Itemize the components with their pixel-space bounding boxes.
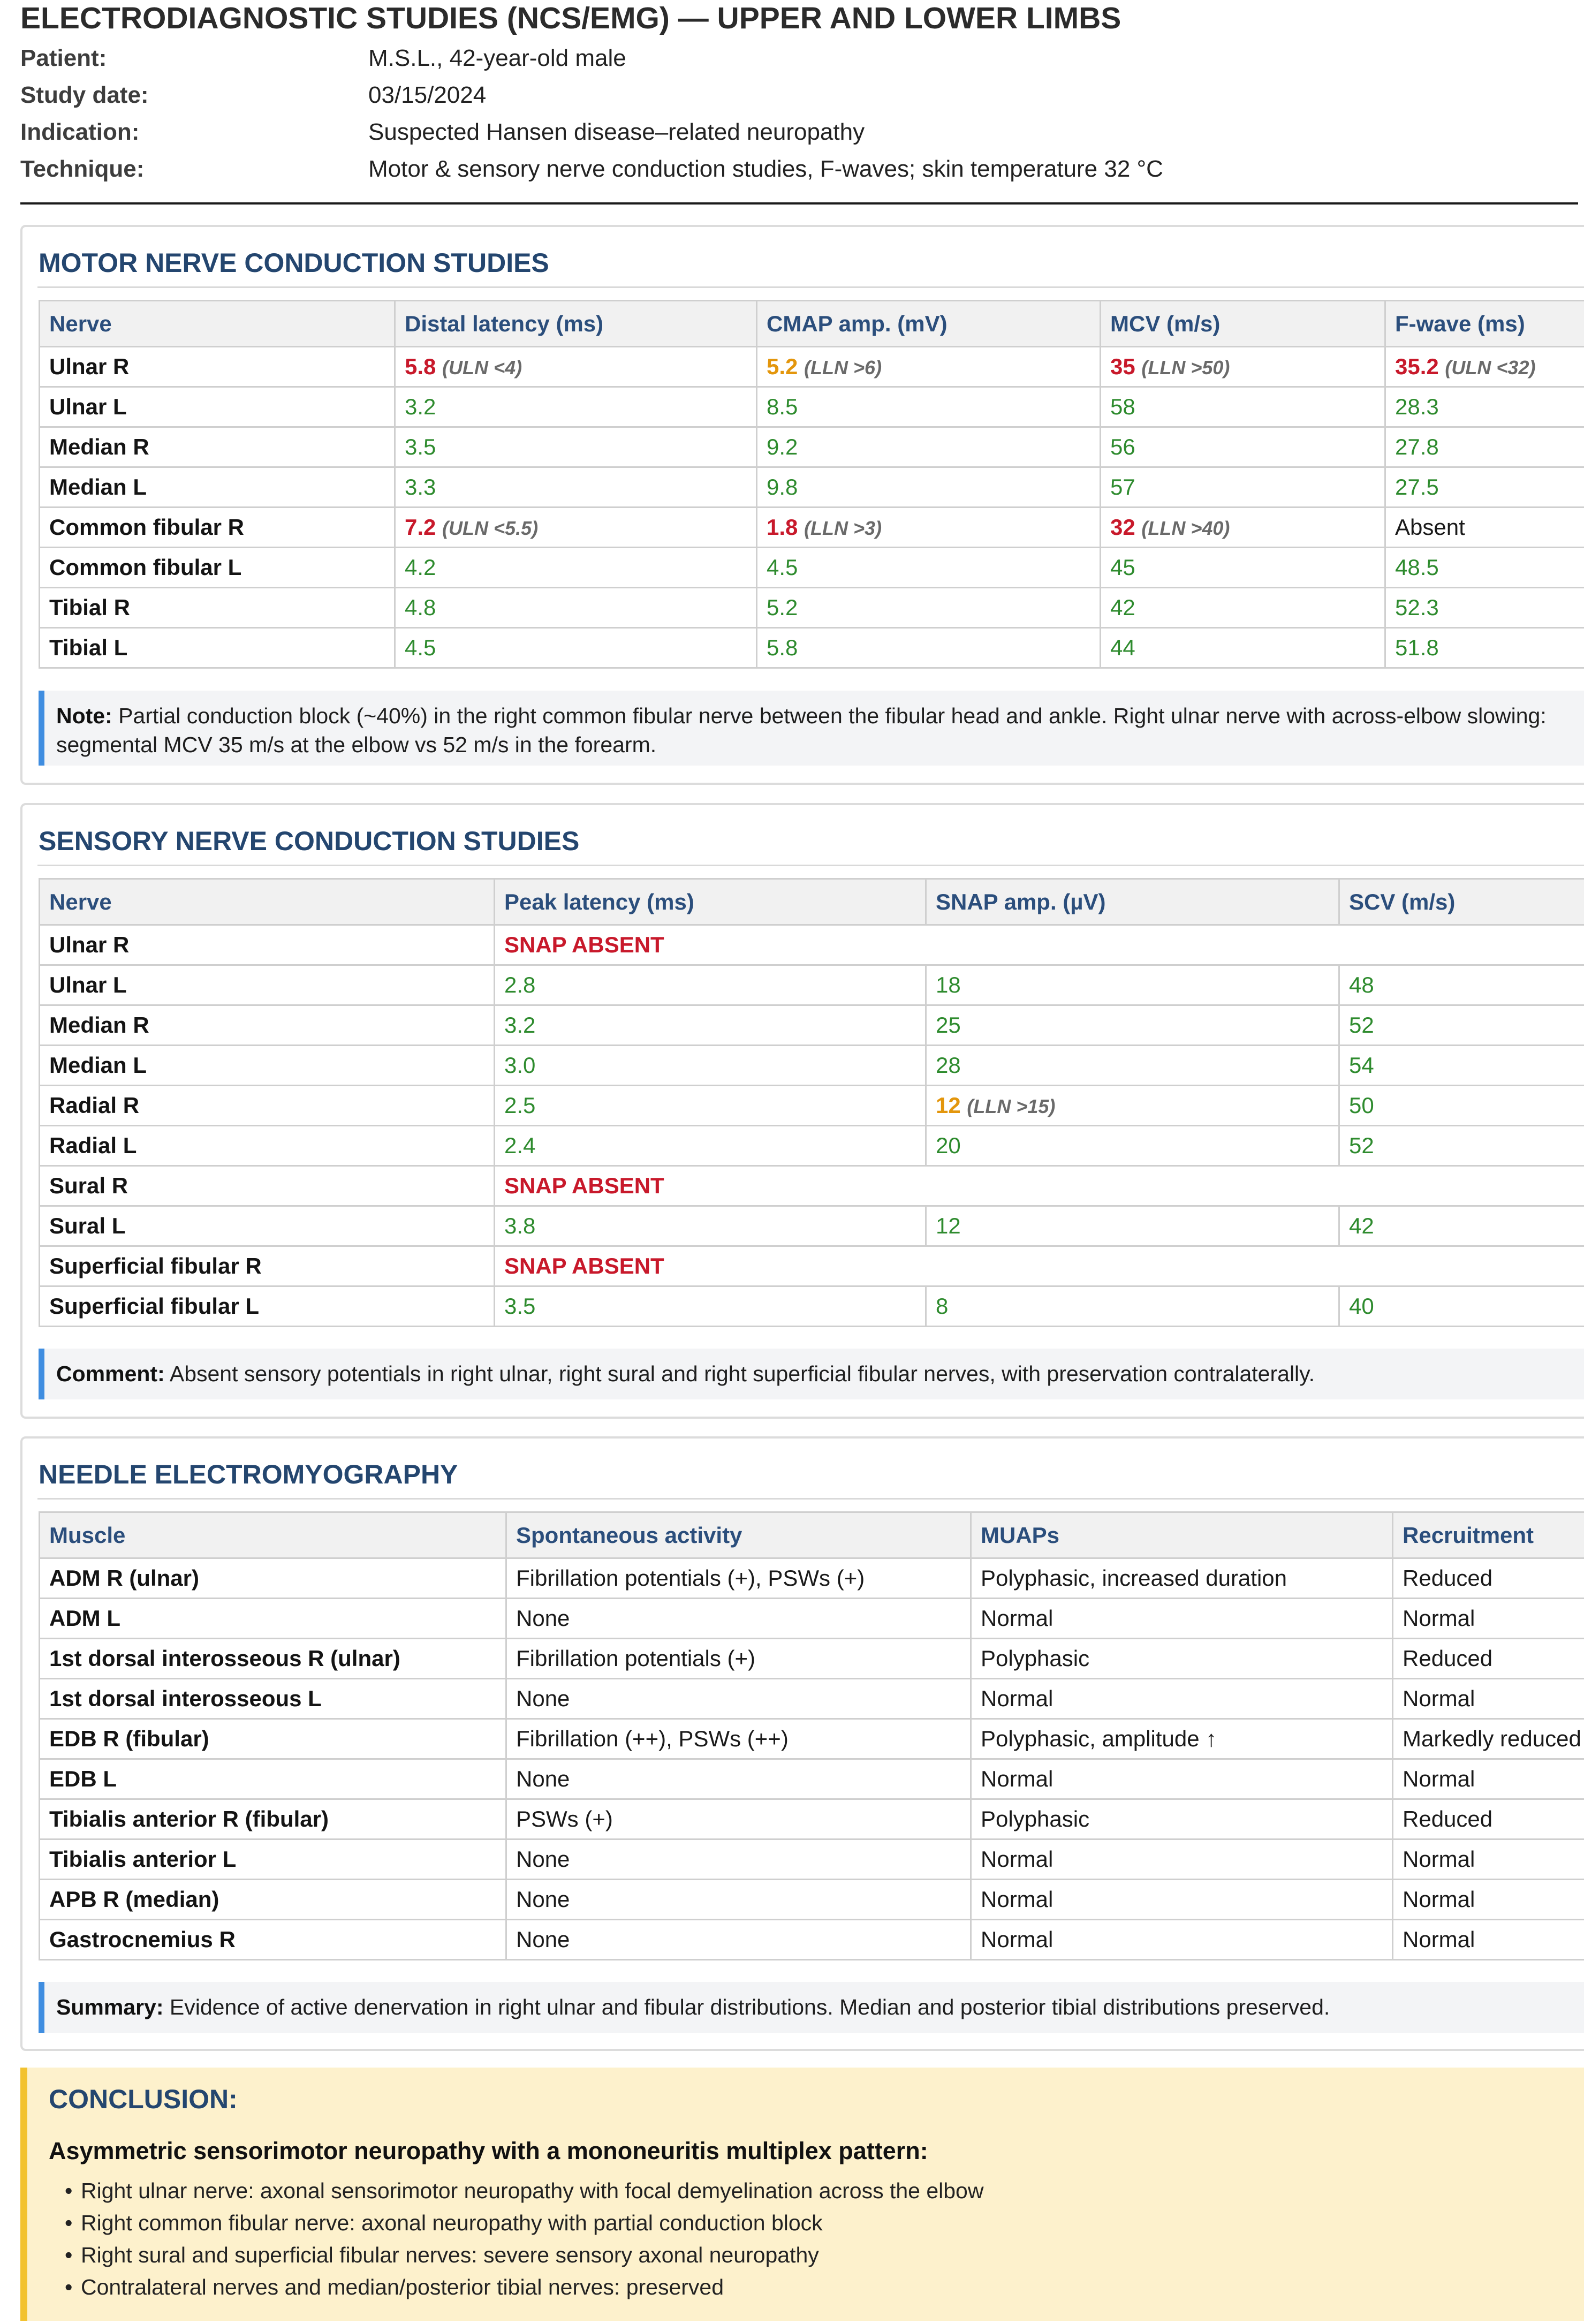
measured-value: 3.5 xyxy=(504,1293,536,1319)
recruitment: Normal xyxy=(1393,1759,1584,1799)
value-cell xyxy=(495,1206,926,1246)
conclusion-item-text: Contralateral nerves and median/posterior tibial nerves: preserved xyxy=(81,2275,724,2299)
value-cell xyxy=(495,1126,926,1166)
nerve-name: Ulnar R xyxy=(40,347,395,387)
conclusion-item-text: Right ulnar nerve: axonal sensorimotor neuropathy with focal demyelination across the elbow xyxy=(81,2178,984,2203)
measured-value: 5.2 xyxy=(767,595,798,620)
column-header: MUAPs xyxy=(971,1512,1393,1558)
measured-value: 3.8 xyxy=(504,1213,536,1238)
nerve-name: Median L xyxy=(40,1046,495,1086)
table-row xyxy=(40,1126,1584,1166)
motor-ncs-section xyxy=(20,225,1584,785)
nerve-name: Superficial fibular L xyxy=(40,1286,495,1327)
measured-value: 58 xyxy=(1110,394,1135,419)
value-cell xyxy=(395,508,757,548)
measured-value: 28 xyxy=(936,1053,961,1078)
spontaneous-activity: None xyxy=(506,1759,971,1799)
measured-value: 7.2 xyxy=(405,514,436,540)
nerve-name: Sural L xyxy=(40,1206,495,1246)
header-divider xyxy=(20,202,1578,205)
measured-value: 2.4 xyxy=(504,1133,536,1158)
value-cell xyxy=(1101,588,1385,628)
snap-absent-cell: SNAP ABSENT xyxy=(495,925,1584,965)
nerve-name: Common fibular R xyxy=(40,508,395,548)
measured-value: 51.8 xyxy=(1395,635,1439,660)
measured-value: 27.5 xyxy=(1395,474,1439,499)
measured-value: 2.8 xyxy=(504,972,536,997)
table-row xyxy=(40,1839,1584,1880)
measured-value: 50 xyxy=(1349,1093,1374,1118)
measured-value: 52.3 xyxy=(1395,595,1439,620)
muap-finding: Normal xyxy=(971,1920,1393,1960)
spontaneous-activity: None xyxy=(506,1839,971,1880)
value-cell xyxy=(1339,965,1584,1005)
nerve-name: Median R xyxy=(40,1005,495,1046)
conclusion-item-text: Right common fibular nerve: axonal neuropathy with partial conduction block xyxy=(81,2211,823,2235)
table-row xyxy=(40,1679,1584,1719)
value-cell xyxy=(1385,427,1584,467)
table-row xyxy=(40,347,1584,387)
spontaneous-activity: Fibrillation potentials (+), PSWs (+) xyxy=(506,1558,971,1599)
value-cell xyxy=(1385,387,1584,427)
measured-value: 4.8 xyxy=(405,595,436,620)
table-row xyxy=(40,1166,1584,1206)
note-label: Summary: xyxy=(56,1995,164,2019)
muscle-name: Tibialis anterior L xyxy=(40,1839,506,1880)
info-label: Indication: xyxy=(20,119,140,145)
bullet-icon: • xyxy=(65,2178,73,2203)
info-label: Study date: xyxy=(20,82,149,108)
value-cell xyxy=(757,427,1101,467)
measured-value: 28.3 xyxy=(1395,394,1439,419)
sensory-ncs-table xyxy=(39,878,1584,1327)
table-row xyxy=(40,548,1584,588)
value-cell xyxy=(495,1005,926,1046)
table-row xyxy=(40,427,1584,467)
recruitment: Reduced xyxy=(1393,1639,1584,1679)
conclusion-title: CONCLUSION: xyxy=(49,2084,238,2114)
bullet-icon: • xyxy=(65,2211,73,2235)
recruitment: Reduced xyxy=(1393,1558,1584,1599)
needle-emg-section xyxy=(20,1436,1584,2051)
measured-value: 35 xyxy=(1110,354,1135,379)
value-cell xyxy=(1339,1206,1584,1246)
value-cell xyxy=(1101,467,1385,508)
table-row xyxy=(40,1286,1584,1327)
value-cell xyxy=(926,1286,1339,1327)
nerve-name: Median L xyxy=(40,467,395,508)
spontaneous-activity: None xyxy=(506,1920,971,1960)
info-value: M.S.L., 42-year-old male xyxy=(368,45,626,71)
measured-value: 3.5 xyxy=(405,434,436,459)
nerve-name: Superficial fibular R xyxy=(40,1246,495,1286)
measured-value: 45 xyxy=(1110,555,1135,580)
table-row xyxy=(40,1206,1584,1246)
value-cell xyxy=(926,1086,1339,1126)
measured-value: 52 xyxy=(1349,1012,1374,1038)
measured-value: 2.5 xyxy=(504,1093,536,1118)
report-title: ELECTRODIAGNOSTIC STUDIES (NCS/EMG) — UPPER AND LOWER LIMBS xyxy=(20,1,1121,35)
value-cell xyxy=(1339,1005,1584,1046)
muscle-name: APB R (median) xyxy=(40,1880,506,1920)
table-row xyxy=(40,965,1584,1005)
value-cell xyxy=(1385,347,1584,387)
measured-value: 32 xyxy=(1110,514,1135,540)
muap-finding: Normal xyxy=(971,1839,1393,1880)
needle-emg-table xyxy=(39,1511,1584,1960)
motor-note xyxy=(39,691,1584,766)
value-cell xyxy=(926,1126,1339,1166)
value-cell xyxy=(1339,1126,1584,1166)
section-title: NEEDLE ELECTROMYOGRAPHY xyxy=(39,1459,458,1489)
info-value: Suspected Hansen disease–related neuropathy xyxy=(368,119,865,145)
table-header-row xyxy=(40,1512,1584,1558)
column-header: SNAP amp. (µV) xyxy=(926,879,1339,925)
table-row xyxy=(40,1759,1584,1799)
table-row xyxy=(40,508,1584,548)
measured-value: 4.5 xyxy=(767,555,798,580)
column-header: F-wave (ms) xyxy=(1385,301,1584,347)
reference-limit: (LLN >15) xyxy=(967,1095,1056,1117)
recruitment: Normal xyxy=(1393,1880,1584,1920)
conclusion-list xyxy=(65,2175,983,2303)
value-cell xyxy=(1385,588,1584,628)
value-cell xyxy=(757,508,1101,548)
conclusion-subtitle: Asymmetric sensorimotor neuropathy with a mononeuritis multiplex pattern: xyxy=(49,2137,928,2164)
value-cell xyxy=(1385,548,1584,588)
value-cell xyxy=(1339,1046,1584,1086)
reference-limit: (ULN <5.5) xyxy=(442,517,539,539)
value-cell xyxy=(1339,1086,1584,1126)
value-cell xyxy=(757,347,1101,387)
nerve-name: Radial L xyxy=(40,1126,495,1166)
bullet-icon: • xyxy=(65,2243,73,2267)
section-title: MOTOR NERVE CONDUCTION STUDIES xyxy=(39,248,549,278)
muap-finding: Polyphasic xyxy=(971,1799,1393,1839)
column-header: Spontaneous activity xyxy=(506,1512,971,1558)
reference-limit: (LLN >3) xyxy=(804,517,882,539)
value-cell xyxy=(395,427,757,467)
measured-value: 56 xyxy=(1110,434,1135,459)
muscle-name: 1st dorsal interosseous L xyxy=(40,1679,506,1719)
table-row xyxy=(40,1046,1584,1086)
measured-value: 42 xyxy=(1349,1213,1374,1238)
column-header: MCV (m/s) xyxy=(1101,301,1385,347)
value-cell xyxy=(495,1086,926,1126)
info-value: 03/15/2024 xyxy=(368,82,487,108)
value-cell xyxy=(757,588,1101,628)
muscle-name: Tibialis anterior R (fibular) xyxy=(40,1799,506,1839)
measured-value: 5.8 xyxy=(767,635,798,660)
info-label: Patient: xyxy=(20,45,107,71)
muap-finding: Polyphasic, amplitude ↑ xyxy=(971,1719,1393,1759)
measured-value: 40 xyxy=(1349,1293,1374,1319)
measured-value: 9.8 xyxy=(767,474,798,499)
column-header: Peak latency (ms) xyxy=(495,879,926,925)
section-divider xyxy=(37,286,1584,288)
note-label: Note: xyxy=(56,703,112,728)
value-cell xyxy=(1385,467,1584,508)
nerve-name: Ulnar L xyxy=(40,387,395,427)
value-cell xyxy=(1101,628,1385,668)
nerve-name: Sural R xyxy=(40,1166,495,1206)
measured-value: 3.0 xyxy=(504,1053,536,1078)
muap-finding: Normal xyxy=(971,1880,1393,1920)
conclusion-item xyxy=(65,2239,983,2271)
table-row xyxy=(40,1005,1584,1046)
note-label: Comment: xyxy=(56,1361,165,1386)
value-cell xyxy=(926,1005,1339,1046)
value-cell xyxy=(1101,347,1385,387)
value-cell xyxy=(395,387,757,427)
value-cell xyxy=(1101,548,1385,588)
measured-value: 44 xyxy=(1110,635,1135,660)
nerve-name: Ulnar R xyxy=(40,925,495,965)
value-cell xyxy=(1101,387,1385,427)
recruitment: Markedly reduced xyxy=(1393,1719,1584,1759)
muscle-name: 1st dorsal interosseous R (ulnar) xyxy=(40,1639,506,1679)
muap-finding: Polyphasic, increased duration xyxy=(971,1558,1393,1599)
spontaneous-activity: None xyxy=(506,1880,971,1920)
measured-value: 12 xyxy=(936,1093,961,1118)
value-cell xyxy=(1101,427,1385,467)
muscle-name: EDB L xyxy=(40,1759,506,1799)
section-divider xyxy=(37,1498,1584,1500)
table-header-row xyxy=(40,301,1584,347)
value-cell xyxy=(395,347,757,387)
measured-value: 5.2 xyxy=(767,354,798,379)
measured-value: 3.3 xyxy=(405,474,436,499)
recruitment: Normal xyxy=(1393,1839,1584,1880)
reference-limit: (LLN >40) xyxy=(1141,517,1230,539)
conclusion-item xyxy=(65,2207,983,2239)
measured-value: 9.2 xyxy=(767,434,798,459)
section-divider xyxy=(37,865,1584,866)
nerve-name: Radial R xyxy=(40,1086,495,1126)
nerve-name: Ulnar L xyxy=(40,965,495,1005)
value-cell xyxy=(757,387,1101,427)
table-row xyxy=(40,467,1584,508)
measured-value: 5.8 xyxy=(405,354,436,379)
muscle-name: EDB R (fibular) xyxy=(40,1719,506,1759)
conclusion-box xyxy=(20,2068,1584,2321)
table-row xyxy=(40,1799,1584,1839)
spontaneous-activity: Fibrillation (++), PSWs (++) xyxy=(506,1719,971,1759)
value-cell xyxy=(1385,508,1584,548)
table-row xyxy=(40,1086,1584,1126)
measured-value: 27.8 xyxy=(1395,434,1439,459)
table-row xyxy=(40,1880,1584,1920)
value-cell xyxy=(495,965,926,1005)
muap-finding: Normal xyxy=(971,1679,1393,1719)
value-cell xyxy=(395,467,757,508)
table-row xyxy=(40,1558,1584,1599)
measured-value: Absent xyxy=(1395,514,1465,540)
table-row xyxy=(40,387,1584,427)
section-title: SENSORY NERVE CONDUCTION STUDIES xyxy=(39,826,580,856)
spontaneous-activity: None xyxy=(506,1679,971,1719)
column-header: Recruitment xyxy=(1393,1512,1584,1558)
recruitment: Normal xyxy=(1393,1599,1584,1639)
column-header: CMAP amp. (mV) xyxy=(757,301,1101,347)
spontaneous-activity: None xyxy=(506,1599,971,1639)
conclusion-item xyxy=(65,2175,983,2207)
conclusion-item xyxy=(65,2271,983,2303)
value-cell xyxy=(395,548,757,588)
sensory-ncs-section xyxy=(20,803,1584,1419)
table-row xyxy=(40,1920,1584,1960)
reference-limit: (LLN >50) xyxy=(1141,357,1230,378)
column-header: Muscle xyxy=(40,1512,506,1558)
spontaneous-activity: Fibrillation potentials (+) xyxy=(506,1639,971,1679)
recruitment: Reduced xyxy=(1393,1799,1584,1839)
table-row xyxy=(40,1639,1584,1679)
measured-value: 35.2 xyxy=(1395,354,1439,379)
nerve-name: Tibial R xyxy=(40,588,395,628)
value-cell xyxy=(1339,1286,1584,1327)
snap-absent-cell: SNAP ABSENT xyxy=(495,1246,1584,1286)
table-row xyxy=(40,1246,1584,1286)
reference-limit: (ULN <32) xyxy=(1445,357,1536,378)
muscle-name: Gastrocnemius R xyxy=(40,1920,506,1960)
table-row xyxy=(40,628,1584,668)
table-row xyxy=(40,1599,1584,1639)
value-cell xyxy=(926,965,1339,1005)
measured-value: 8.5 xyxy=(767,394,798,419)
table-row xyxy=(40,925,1584,965)
value-cell xyxy=(495,1286,926,1327)
measured-value: 48.5 xyxy=(1395,555,1439,580)
value-cell xyxy=(926,1046,1339,1086)
reference-limit: (LLN >6) xyxy=(804,357,882,378)
measured-value: 25 xyxy=(936,1012,961,1038)
measured-value: 12 xyxy=(936,1213,961,1238)
recruitment: Normal xyxy=(1393,1679,1584,1719)
info-label: Technique: xyxy=(20,156,145,182)
column-header: SCV (m/s) xyxy=(1339,879,1584,925)
recruitment: Normal xyxy=(1393,1920,1584,1960)
measured-value: 52 xyxy=(1349,1133,1374,1158)
measured-value: 54 xyxy=(1349,1053,1374,1078)
note-text: Partial conduction block (~40%) in the right common fibular nerve between the fibular head and ankle. Right ulnar nerve with across-elbow slowing: segmental MCV 35 m/s at the elbow vs 52 m/s in the forearm. xyxy=(56,703,1547,757)
measured-value: 48 xyxy=(1349,972,1374,997)
value-cell xyxy=(926,1206,1339,1246)
table-header-row xyxy=(40,879,1584,925)
measured-value: 57 xyxy=(1110,474,1135,499)
muap-finding: Polyphasic xyxy=(971,1639,1393,1679)
reference-limit: (ULN <4) xyxy=(442,357,522,378)
spontaneous-activity: PSWs (+) xyxy=(506,1799,971,1839)
value-cell xyxy=(757,628,1101,668)
nerve-name: Tibial L xyxy=(40,628,395,668)
value-cell xyxy=(757,467,1101,508)
measured-value: 3.2 xyxy=(405,394,436,419)
info-value: Motor & sensory nerve conduction studies, F-waves; skin temperature 32 °C xyxy=(368,156,1163,182)
sensory-comment xyxy=(39,1349,1584,1399)
value-cell xyxy=(395,588,757,628)
column-header: Distal latency (ms) xyxy=(395,301,757,347)
nerve-name: Median R xyxy=(40,427,395,467)
muscle-name: ADM R (ulnar) xyxy=(40,1558,506,1599)
column-header: Nerve xyxy=(40,879,495,925)
measured-value: 8 xyxy=(936,1293,949,1319)
measured-value: 4.5 xyxy=(405,635,436,660)
table-row xyxy=(40,1719,1584,1759)
column-header: Nerve xyxy=(40,301,395,347)
nerve-name: Common fibular L xyxy=(40,548,395,588)
value-cell xyxy=(1385,628,1584,668)
value-cell xyxy=(495,1046,926,1086)
table-row xyxy=(40,588,1584,628)
note-text: Evidence of active denervation in right ulnar and fibular distributions. Median and posterior tibial distributions preserved. xyxy=(169,1995,1330,2019)
value-cell xyxy=(395,628,757,668)
muap-finding: Normal xyxy=(971,1599,1393,1639)
bullet-icon: • xyxy=(65,2275,73,2299)
measured-value: 3.2 xyxy=(504,1012,536,1038)
value-cell xyxy=(757,548,1101,588)
emg-summary xyxy=(39,1982,1584,2033)
measured-value: 4.2 xyxy=(405,555,436,580)
measured-value: 18 xyxy=(936,972,961,997)
value-cell xyxy=(1101,508,1385,548)
motor-ncs-table xyxy=(39,300,1584,669)
muscle-name: ADM L xyxy=(40,1599,506,1639)
conclusion-item-text: Right sural and superficial fibular nerves: severe sensory axonal neuropathy xyxy=(81,2243,819,2267)
measured-value: 42 xyxy=(1110,595,1135,620)
snap-absent-cell: SNAP ABSENT xyxy=(495,1166,1584,1206)
note-text: Absent sensory potentials in right ulnar, right sural and right superficial fibular nerves, with preservation contralaterally. xyxy=(169,1361,1315,1386)
muap-finding: Normal xyxy=(971,1759,1393,1799)
measured-value: 20 xyxy=(936,1133,961,1158)
measured-value: 1.8 xyxy=(767,514,798,540)
